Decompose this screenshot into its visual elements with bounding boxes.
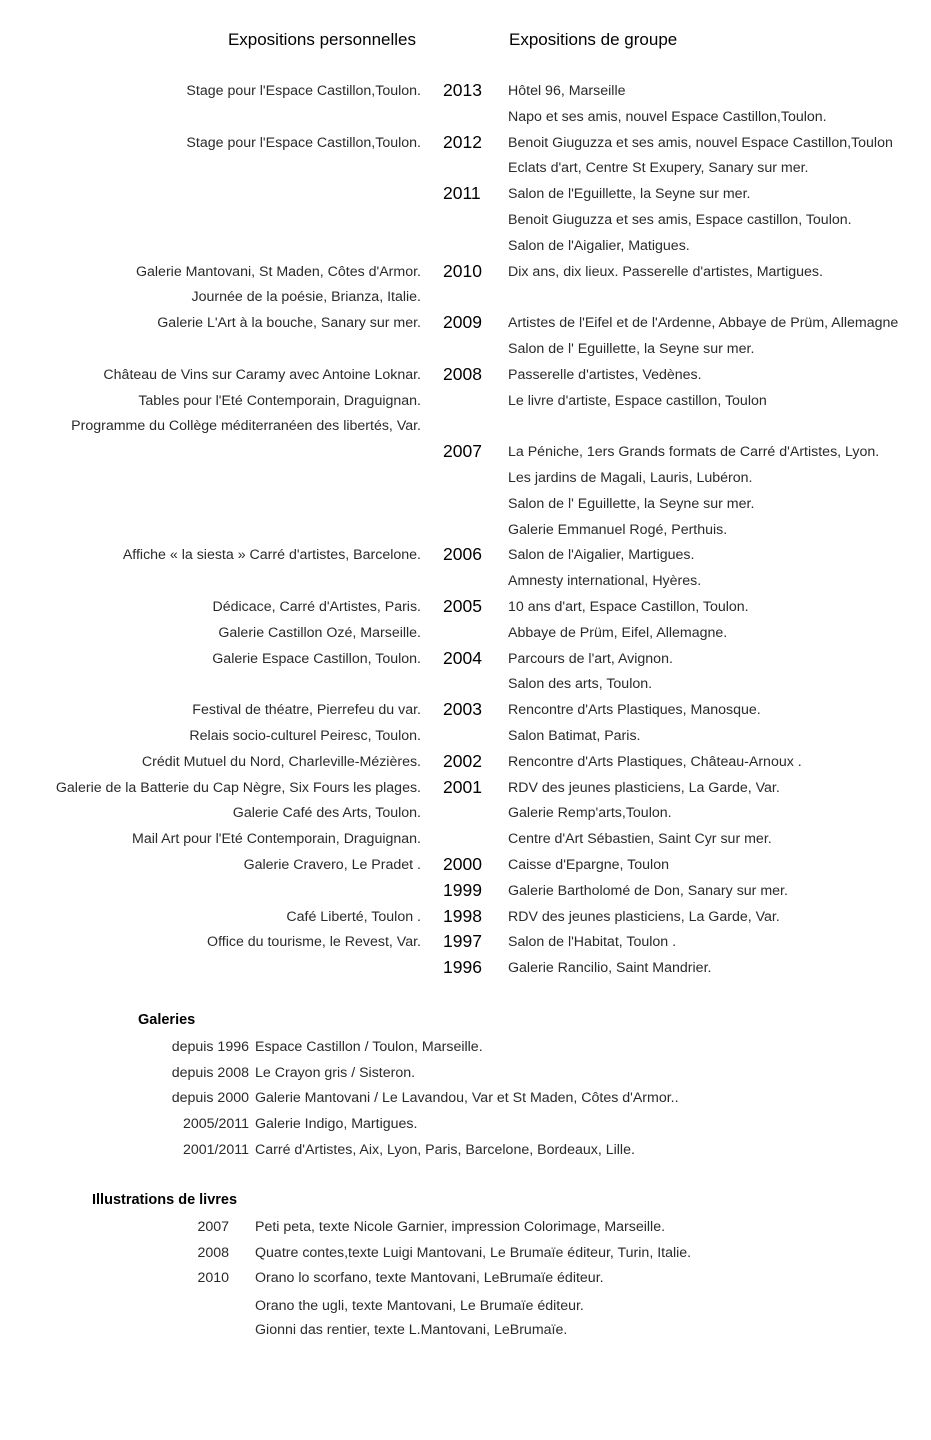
exhibition-row (0, 647, 931, 673)
book-title: Orano lo scorfano, texte Mantovani, LeBrumaïe éditeur. (255, 1270, 604, 1287)
group-exhibition: Passerelle d'artistes, Vedènes. (508, 366, 702, 383)
group-exhibition: Amnesty international, Hyères. (508, 573, 702, 590)
group-exhibition: Napo et ses amis, nouvel Espace Castillon,Toulon. (508, 108, 827, 125)
gallery-name: Carré d'Artistes, Aix, Lyon, Paris, Barcelone, Bordeaux, Lille. (255, 1141, 635, 1158)
exhibition-year: 2012 (443, 131, 482, 152)
book-title: Gionni das rentier, texte L.Mantovani, LeBrumaïe. (255, 1322, 568, 1339)
gallery-period: depuis 2008 (171, 1064, 249, 1081)
exhibition-year: 2006 (443, 544, 482, 565)
book-illustrations-heading: Illustrations de livres (92, 1192, 238, 1208)
exhibition-year: 2009 (443, 312, 482, 333)
book-illustrations-list (0, 1216, 931, 1343)
group-exhibition: Artistes de l'Eifel et de l'Ardenne, Abbaye de Prüm, Allemagne (508, 315, 899, 332)
book-row (0, 1267, 931, 1293)
group-exhibition: Salon de l'Aigalier, Martigues. (508, 547, 695, 564)
personal-exhibition: Galerie L'Art à la bouche, Sanary sur mer. (157, 315, 421, 332)
exhibition-row (0, 208, 931, 234)
exhibition-row (0, 131, 931, 157)
group-exhibition: Galerie Bartholomé de Don, Sanary sur mer. (508, 882, 788, 899)
book-row (0, 1295, 931, 1319)
personal-exhibition: Tables pour l'Eté Contemporain, Draguignan. (138, 392, 421, 409)
group-exhibition: Salon Batimat, Paris. (508, 727, 641, 744)
personal-exhibition: Galerie Cravero, Le Pradet . (243, 856, 421, 873)
exhibition-row (0, 414, 931, 440)
group-exhibition: Les jardins de Magali, Lauris, Lubéron. (508, 469, 753, 486)
book-year: 2007 (197, 1219, 229, 1235)
group-exhibitions-heading: Expositions de groupe (509, 30, 678, 49)
exhibition-row (0, 621, 931, 647)
gallery-row (0, 1062, 931, 1088)
personal-exhibition: Stage pour l'Espace Castillon,Toulon. (186, 134, 421, 151)
group-exhibition: Benoit Giuguzza et ses amis, Espace castillon, Toulon. (508, 211, 852, 228)
personal-exhibition: Café Liberté, Toulon . (286, 908, 421, 925)
exhibition-year: 1999 (443, 879, 482, 900)
gallery-name: Espace Castillon / Toulon, Marseille. (255, 1039, 483, 1055)
personal-exhibition: Festival de théatre, Pierrefeu du var. (192, 702, 421, 719)
group-exhibition: Benoit Giuguzza et ses amis, nouvel Espace Castillon,Toulon (508, 134, 893, 151)
exhibition-row (0, 672, 931, 698)
exhibition-year: 2005 (443, 595, 482, 616)
exhibition-row (0, 337, 931, 363)
exhibition-row (0, 956, 931, 982)
exhibition-year: 2007 (443, 441, 482, 462)
gallery-name: Le Crayon gris / Sisteron. (255, 1064, 416, 1081)
exhibition-row (0, 698, 931, 724)
group-exhibition: Galerie Remp'arts,Toulon. (508, 805, 672, 822)
exhibition-year: 1996 (443, 957, 482, 978)
exhibition-row (0, 801, 931, 827)
exhibition-year: 2000 (443, 853, 482, 874)
exhibition-row (0, 724, 931, 750)
personal-exhibition: Office du tourisme, le Revest, Var. (207, 934, 421, 951)
group-exhibition: RDV des jeunes plasticiens, La Garde, Var. (508, 779, 780, 796)
exhibition-year: 1997 (443, 931, 482, 952)
gallery-period: depuis 1996 (171, 1039, 249, 1055)
personal-exhibition: Crédit Mutuel du Nord, Charleville-Mézières. (141, 753, 421, 770)
personal-exhibition: Château de Vins sur Caramy avec Antoine Loknar. (103, 366, 421, 383)
exhibition-row (0, 440, 931, 466)
exhibition-row (0, 182, 931, 208)
exhibition-row (0, 879, 931, 905)
galeries-list (0, 1036, 931, 1164)
exhibition-row (0, 518, 931, 544)
gallery-row (0, 1087, 931, 1113)
exhibition-year: 2003 (443, 699, 482, 720)
group-exhibition: 10 ans d'art, Espace Castillon, Toulon. (508, 598, 749, 615)
exhibition-row (0, 389, 931, 415)
group-exhibition: Galerie Rancilio, Saint Mandrier. (508, 960, 712, 977)
group-exhibition: Salon de l' Eguillette, la Seyne sur mer. (508, 340, 755, 357)
gallery-period: 2005/2011 (182, 1116, 249, 1133)
group-exhibition: Salon des arts, Toulon. (508, 676, 653, 693)
exhibition-row (0, 260, 931, 286)
exhibition-row (0, 466, 931, 492)
exhibition-year: 2004 (443, 647, 482, 668)
group-exhibition: Hôtel 96, Marseille (508, 83, 626, 99)
personal-exhibition: Dédicace, Carré d'Artistes, Paris. (212, 598, 421, 615)
galeries-heading: Galeries (138, 1012, 196, 1028)
exhibition-row (0, 930, 931, 956)
gallery-period: 2001/2011 (182, 1141, 249, 1158)
group-exhibition: Abbaye de Prüm, Eifel, Allemagne. (508, 624, 728, 641)
exhibition-row (0, 905, 931, 931)
book-title: Quatre contes,texte Luigi Mantovani, Le Brumaïe éditeur, Turin, Italie. (255, 1244, 692, 1261)
personal-exhibition: Journée de la poésie, Brianza, Italie. (191, 289, 421, 306)
group-exhibition: Salon de l'Habitat, Toulon . (508, 934, 677, 951)
group-exhibition: Centre d'Art Sébastien, Saint Cyr sur mer. (508, 831, 772, 848)
group-exhibition: Salon de l' Eguillette, la Seyne sur mer. (508, 495, 755, 512)
exhibition-year: 2013 (443, 80, 482, 100)
group-exhibition: Caisse d'Epargne, Toulon (508, 856, 669, 873)
group-exhibition: Parcours de l'art, Avignon. (508, 650, 673, 667)
personal-exhibition: Galerie Espace Castillon, Toulon. (212, 650, 421, 667)
personal-exhibition: Programme du Collège méditerranéen des libertés, Var. (71, 418, 421, 435)
exhibition-year: 2001 (443, 776, 482, 797)
book-year: 2008 (197, 1244, 229, 1261)
book-row (0, 1319, 931, 1343)
group-exhibition: RDV des jeunes plasticiens, La Garde, Var. (508, 908, 780, 925)
gallery-name: Galerie Indigo, Martigues. (255, 1116, 418, 1133)
group-exhibition: La Péniche, 1ers Grands formats de Carré d'Artistes, Lyon. (508, 444, 880, 461)
gallery-name: Galerie Mantovani / Le Lavandou, Var et St Maden, Côtes d'Armor.. (255, 1090, 679, 1107)
personal-exhibition: Galerie Café des Arts, Toulon. (232, 805, 421, 822)
personal-exhibitions-heading: Expositions personnelles (227, 30, 416, 49)
exhibition-row (0, 543, 931, 569)
book-title: Peti peta, texte Nicole Garnier, impression Colorimage, Marseille. (255, 1219, 666, 1235)
group-exhibition: Rencontre d'Arts Plastiques, Manosque. (508, 702, 761, 719)
exhibition-row (0, 827, 931, 853)
group-exhibition: Dix ans, dix lieux. Passerelle d'artistes, Martigues. (508, 263, 823, 280)
exhibition-row (0, 569, 931, 595)
exhibition-year: 1998 (443, 905, 482, 926)
personal-exhibition: Mail Art pour l'Eté Contemporain, Draguignan. (132, 831, 421, 848)
exhibition-row (0, 776, 931, 802)
group-exhibition: Rencontre d'Arts Plastiques, Château-Arnoux . (508, 753, 802, 770)
exhibition-row (0, 105, 931, 131)
exhibition-year: 2002 (443, 750, 482, 771)
gallery-row (0, 1113, 931, 1139)
personal-exhibition: Galerie Mantovani, St Maden, Côtes d'Armor. (135, 263, 421, 280)
exhibition-row (0, 311, 931, 337)
exhibitions-table (0, 79, 931, 982)
book-title: Orano the ugli, texte Mantovani, Le Brumaïe éditeur. (255, 1298, 584, 1315)
exhibition-row (0, 234, 931, 260)
exhibition-row (0, 79, 931, 105)
group-exhibition: Le livre d'artiste, Espace castillon, Toulon (508, 392, 767, 409)
group-exhibition: Salon de l'Aigalier, Matigues. (508, 237, 690, 254)
personal-exhibition: Stage pour l'Espace Castillon,Toulon. (186, 83, 421, 99)
book-row (0, 1216, 931, 1242)
exhibition-row (0, 853, 931, 879)
gallery-period: depuis 2000 (171, 1090, 249, 1107)
gallery-row (0, 1139, 931, 1165)
group-exhibition: Eclats d'art, Centre St Exupery, Sanary sur mer. (508, 160, 809, 177)
personal-exhibition: Relais socio-culturel Peiresc, Toulon. (189, 727, 421, 744)
personal-exhibition: Galerie Castillon Ozé, Marseille. (218, 624, 421, 641)
exhibition-year: 2011 (443, 183, 481, 204)
group-exhibition: Galerie Emmanuel Rogé, Perthuis. (508, 521, 728, 538)
exhibition-year: 2010 (443, 260, 482, 281)
gallery-row (0, 1036, 931, 1062)
book-year: 2010 (197, 1270, 229, 1287)
exhibition-row (0, 492, 931, 518)
exhibition-row (0, 363, 931, 389)
exhibition-row (0, 750, 931, 776)
exhibition-year: 2008 (443, 363, 482, 384)
exhibition-row (0, 156, 931, 182)
book-row (0, 1242, 931, 1268)
group-exhibition: Salon de l'Eguillette, la Seyne sur mer. (508, 186, 751, 203)
exhibition-row (0, 285, 931, 311)
exhibition-row (0, 595, 931, 621)
personal-exhibition: Galerie de la Batterie du Cap Nègre, Six Fours les plages. (55, 779, 421, 796)
personal-exhibition: Affiche « la siesta » Carré d'artistes, Barcelone. (122, 547, 421, 564)
